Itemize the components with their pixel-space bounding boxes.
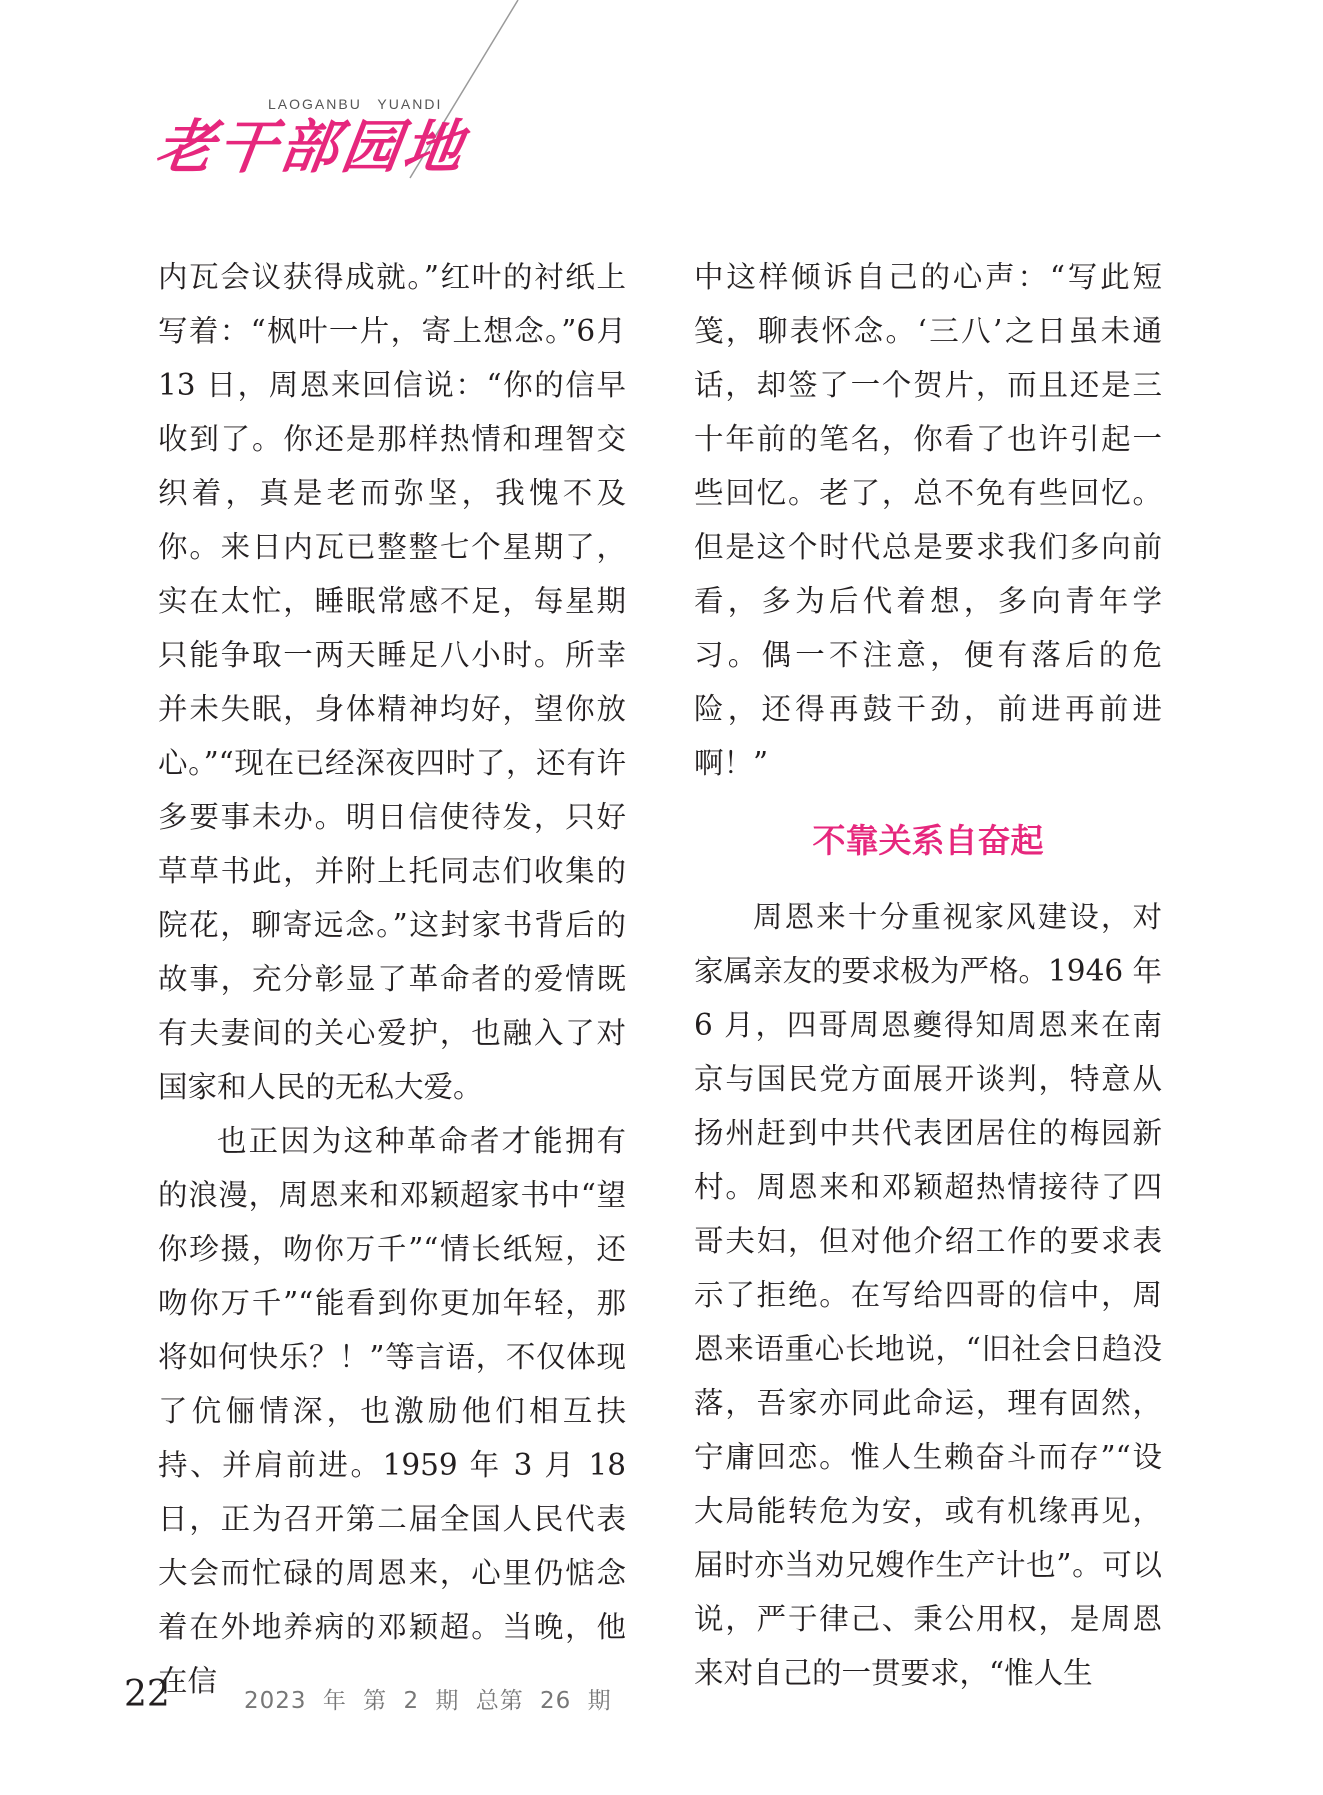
page-number: 22	[124, 1674, 170, 1715]
masthead-logo: 老干部园地	[151, 113, 471, 181]
body-paragraph: 内瓦会议获得成就。”红叶的衬纸上写着：“枫叶一片，寄上想念。”6月 13 日，周恩来回信说：“你的信早收到了。你还是那样热情和理智交织着，真是老而弥坚，我愧不及你。来日内瓦已整整七个星期了，实在太忙，睡眠常感不足，每星期只能争取一两天睡足八小时。所幸并未失眠，身体精神均好，望你放心。”“现在已经深夜四时了，还有许多要事未办。明日信使待发，只好草草书此，并附上托同志们收集的院花，聊寄远念。”这封家书背后的故事，充分彰显了革命者的爱情既有夫妻间的关心爱护，也融入了对国家和人民的无私大爱。	[158, 260, 626, 1104]
body-paragraph: 中这样倾诉自己的心声：“写此短笺，聊表怀念。‘三八’之日虽未通话，却签了一个贺片，而且还是三十年前的笔名，你看了也许引起一些回忆。老了，总不免有些回忆。但是这个时代总是要求我们多向前看，多为后代着想，多向青年学习。偶一不注意，便有落后的危险，还得再鼓干劲，前进再前进啊！”	[694, 260, 1162, 780]
left-column	[158, 250, 626, 1708]
body-paragraph: 周恩来十分重视家风建设，对家属亲友的要求极为严格。1946 年6 月，四哥周恩夔得知周恩来在南京与国民党方面展开谈判，特意从扬州赶到中共代表团居住的梅园新村。周恩来和邓颖超热情接待了四哥夫妇，但对他介绍工作的要求表示了拒绝。在写给四哥的信中，周恩来语重心长地说，“旧社会日趋没落，吾家亦同此命运，理有固然，宁庸回恋。惟人生赖奋斗而存”“设大局能转危为安，或有机缘再见，届时亦当劝兄嫂作生产计也”。可以说，严于律己、秉公用权，是周恩来对自己的一贯要求，“惟人生	[694, 900, 1162, 1690]
issue-info: 2023 年 第 2 期 总第 26 期	[244, 1688, 612, 1714]
body-paragraph: 也正因为这种革命者才能拥有的浪漫，周恩来和邓颖超家书中“望你珍摄，吻你万千”“情长纸短，还吻你万千”“能看到你更加年轻，那将如何快乐？！”等言语，不仅体现了伉俪情深，也激励他们相互扶持、并肩前进。1959 年 3 月 18 日，正为召开第二届全国人民代表大会而忙碌的周恩来，心里仍惦念着在外地养病的邓颖超。当晚，他在信	[158, 1124, 626, 1698]
section-title: 不靠关系自奋起	[812, 821, 1044, 860]
masthead-english: LAOGANBU YUANDI	[268, 96, 443, 112]
right-column	[694, 250, 1162, 1700]
